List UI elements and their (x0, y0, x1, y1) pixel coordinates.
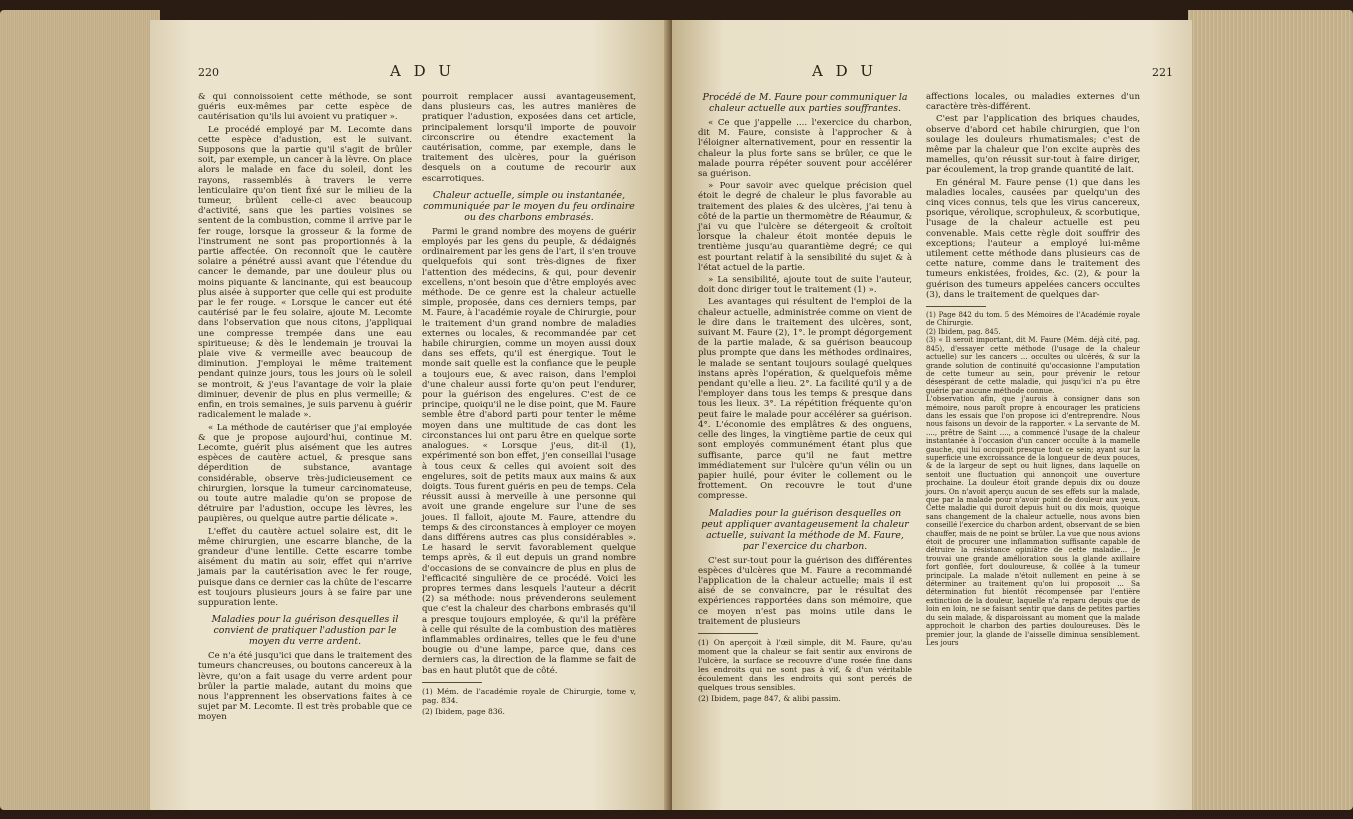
paragraph: Les avantages qui résultent de l'emploi de la chaleur actuelle, administrée comme on vient de le dire dans le traitement des ulcères, sont, suivant M. Faure (2), 1°. le prompt dégorgement de la partie malade, & sa guérison beaucoup plus prompte que dans les méthodes ordinaires, le malade se sentant toujours soulagé quelques instans après l'opération, & quelquefois même pendant qu'elle a lieu. 2°. La facilité qu'il y a de l'employer dans tous les temps & presque dans tous les lieux. 3°. La répétition fréquente qu'on peut faire le malade pour accélérer sa guérison. 4°. L'économie des emplâtres & des onguens, celle des linges, la vingtième partie de ceux qui sont employés communément étant plus que suffisante, parce qu'il ne faut mettre immédiatement sur l'ulcère qu'un vélin ou un papier huilé, pour éviter le collement ou le frottement. On recouvre le tout d'une compresse. (698, 297, 912, 502)
right-page-column-1 (698, 92, 912, 705)
paragraph: En général M. Faure pense (1) que dans les maladies locales, causées par quelqu'un des cinq vices connus, tels que les virus cancereux, psorique, vérolique, scrophuleux, & scorbutique, l'usage de la chaleur actuelle est peu convenable. Mais cette règle doit souffrir des exceptions; l'auteur a employé lui-même utilement cette méthode dans plusieurs cas de cette nature, comme dans le traitement des tumeurs enkistées, froides, &c. (2), & pour la guérison des tumeurs appelées cancers occultes (3), dans le traitement de quelques dar- (926, 177, 1140, 300)
section-heading: Chaleur actuelle, simple ou instantanée, communiquée par le moyen du feu ordinaire ou des charbons embrasés. (423, 189, 635, 223)
paragraph: C'est par l'application des briques chaudes, observe d'abord cet habile chirurgien, que l'on soulage les douleurs rhumatismales; c'est de même par la chaleur que l'on excite auprès des mamelles, qu'on réussit sur-tout à faire diriger, par écoulement, la trop grande quantité de lait. (926, 114, 1140, 176)
page-edges-left (0, 10, 160, 810)
running-head-right: A D U (812, 62, 878, 80)
paragraph: L'effet du cautère actuel solaire est, dit le même chirurgien, une escarre blanche, de la grandeur d'une lentille. Cette escarre tombe aisément du matin au soir, effet qui n'arrive jamais par la cautérisation avec le fer rouge, puisque dans ce dernier cas la chûte de l'escarre est toujours plusieurs jours à se faire par une suppuration lente. (198, 526, 412, 608)
footnote: (2) Ibidem, page 836. (422, 706, 505, 716)
paragraph: affections locales, ou maladies externes d'un caractère très-différent. (926, 92, 1140, 113)
right-page (672, 20, 1192, 810)
paragraph: « La méthode de cautériser que j'ai employée & que je propose aujourd'hui, continue M. Lecomte, guérit plus aisément que les autres espèces de cautère actuel, & presque sans déperdition de substance, avantage considérable, observe très-judicieusement ce chirurgien, lorsque la tumeur carcinomateuse, ou toute autre maladie qu'on se propose de détruire par l'adustion, occupe les lèvres, les paupières, ou quelque autre partie délicate ». (198, 422, 412, 525)
paragraph: Parmi le grand nombre des moyens de guérir employés par les gens du peuple, & dédaignés ordinairement par les gens de l'art, il s'en trouve quelquefois qui sont très-dignes de fixer l'attention des médecins, & qui, pour devenir excellens, n'ont besoin que d'être employés avec méthode. De ce genre est la chaleur actuelle simple, proposée, dans ces derniers temps, par M. Faure, à l'académie royale de Chirurgie, pour le traitement d'un grand nombre de maladies externes ou locales, & recommandée par cet habile chirurgien, comme un moyen aussi doux dans ses effets, qu'il est énergique. Tout le monde sait quelle est la confiance que le peuple a toujours eue, & avec raison, dans l'emploi d'une chaleur aussi forte qu'on peut l'endurer, pour la guérison des engelures. C'est de ce principe, quoiqu'il ne le dise point, que M. Faure semble être d'abord parti pour tenter le même moyen dans une multitude de cas dont les circonstances lui ont paru être en quelque sorte analogues. « Lorsque j'eus, dit-il (1), expérimenté son bon effet, j'en conseillai l'usage à tous ceux & celles qui avoient soit des engelures, soit de petits maux aux mains & aux doigts. Tous furent guéris en peu de temps. Cela réussit aussi à merveille à une personne qui avoit une grande engelure sur l'une de ses joues. Il falloit, ajoute M. Faure, attendre du temps & des circonstances à employer ce moyen dans différens autres cas plus considérables ». Le hasard le servit favorablement quelque temps après, & il eut depuis un grand nombre d'occasions de se convaincre de plus en plus de l'efficacité singulière de ce procédé. Voici les propres termes dans lesquels l'auteur a décrit (2) sa méthode: nous prévenderons seulement que c'est la chaleur des charbons embrasés qu'il a presque toujours employée, & qu'il la préfère à celle qui résulte de la combustion des matières inflammables ordinaires, telles que le feu d'une bougie ou d'une lampe, parce que, dans ces derniers cas, la direction de la flamme se fait de bas en haut plutôt que de côté. (422, 226, 636, 676)
page-number-right: 221 (1152, 66, 1173, 79)
footnote: (2) Ibidem, pag. 845. (926, 327, 1001, 336)
left-page-column-1 (198, 92, 412, 725)
paragraph: » La sensibilité, ajoute tout de suite l'auteur, doit donc diriger tout le traitement (1) ». (698, 275, 912, 296)
paragraph: » Pour savoir avec quelque précision quel étoit le degré de chaleur le plus favorable au traitement des plaies & des ulcères, j'ai tenu à côté de la partie un thermomètre de Réaumur, & j'ai vu que l'ulcère se détergeoit & croîtoit lorsque la chaleur étoit montée depuis le trentième jusqu'au quarantième degré; ce qui est pourtant relatif à la sensibilité du sujet & à l'état actuel de la partie. (698, 181, 912, 273)
running-head-left: A D U (390, 62, 456, 80)
footnote: (1) Page 842 du tom. 5 des Mémoires de l'Académie royale de Chirurgie. (926, 311, 1140, 328)
footnote-rule (422, 682, 482, 683)
paragraph: pourroit remplacer aussi avantageusement, dans plusieurs cas, les autres manières de pratiquer l'adustion, exposées dans cet article, principalement lorsqu'il importe de pouvoir circonscrire ou étendre exactement la cautérisation, comme, par exemple, dans le traitement des ulcères, pour la guérison desquels on a coutume de recourir aux escarrotiques. (422, 92, 636, 184)
footnote: (1) Mém. de l'académie royale de Chirurgie, tome v, pag. 834. (422, 686, 636, 705)
right-page-column-2 (926, 92, 1140, 647)
page-edges-right (1188, 10, 1353, 810)
left-page (150, 20, 670, 810)
section-heading: Procédé de M. Faure pour communiquer la chaleur actuelle aux parties souffrantes. (702, 92, 908, 114)
footnote-rule (926, 306, 986, 307)
footnote: (1) On aperçoit à l'œil simple, dit M. Faure, qu'au moment que la chaleur se fait sentir aux environs de l'ulcère, la surface se recouvre d'une rosée fine dans les endroits qui ne sont pas à vif, & d'un véritable écoulement dans les endroits qui sont percés de quelques trous sensibles. (698, 637, 912, 692)
page-number-left: 220 (198, 66, 219, 79)
left-page-column-2 (422, 92, 636, 718)
footnote: (2) Ibidem, page 847, & alibi passim. (698, 693, 841, 703)
footnote: L'observation afin, que j'aurois à consigner dans son mémoire, nous paroît propre à encourager les praticiens dans les essais que l'on propose ici d'entreprendre. Nous nous faisons un devoir de la rapporter. « La servante de M. ...., prêtre de Saint ...., a commencé l'usage de la chaleur instantanée à l'occasion d'un cancer occulte à la mamelle gauche, qui lui occupoit presque tout ce sein; ayant sur la superficie une excroissance de la longueur de deux pouces, & de la largeur de sept ou huit lignes, dans laquelle on sentoit une fluctuation qui annonçoit une ouverture prochaine. La douleur étoit grande depuis dix ou douze jours. On n'avoit aperçu aucun de ses effets sur la malade, que par la malade pour n'avoir point de douleur aux yeux. Cette maladie qui duroit depuis huit ou dix mois, quoique sans changement de la chaleur actuelle, nous avons bien conseillé l'exercice du charbon ardent, observant de se bien chauffer, mais de ne point se brûler. La vue que nous avions étoit de procurer une inflammation suffisante capable de détruire la résistance opiniâtre de cette maladie... Je trouvai une grande amélioration sous la glande axillaire fort gonflée, fort douloureuse, & collée à la tumeur principale. La malade n'étoit nullement en peine à se déterminer au traitement qu'on lui proposoit ... Sa détermination fut bientôt récompensée par l'entière extinction de la douleur, laquelle n'a reparu depuis que de loin en loin, ne se faisant sentir que dans de petites parties du sein malade, & disparoissant au moment que la malade approchoit le charbon des parties douloureuses. Dès le premier jour, la glande de l'aisselle diminua sensiblement. Les jours (926, 395, 1140, 647)
section-heading: Maladies pour la guérison desquelles on peut appliquer avantageusement la chaleur actuelle, suivant la méthode de M. Faure, par l'exercice du charbon. (701, 507, 909, 552)
paragraph: « Ce que j'appelle .... l'exercice du charbon, dit M. Faure, consiste à l'approcher & à l'éloigner alternativement, pour en ressentir la chaleur la plus forte sans se brûler, ce que le malade pourra répéter souvent pour accélérer sa guérison. (698, 118, 912, 180)
paragraph: & qui connoissoient cette méthode, se sont guéris eux-mêmes par cette espèce de cautérisation qu'ils lui avoient vu pratiquer ». (198, 92, 412, 123)
footnote-rule (698, 633, 758, 634)
paragraph: Le procédé employé par M. Lecomte dans cette espèce d'adustion, est le suivant. Supposons que la partie qu'il s'agit de brûler soit, par exemple, un cancer à la lèvre. On place alors le malade en face du soleil, dont les rayons, rassemblés à travers le verre lenticulaire qu'on tient fixé sur le milieu de la tumeur, brûlent celle-ci avec beaucoup d'activité, sans que les parties voisines se sentent de la combustion, comme il arrive par le fer rouge, lorsque la grosseur & la forme de l'instrument ne sont pas proportionnés à la partie affectée. On reconnoît que le cautère solaire a pénétré aussi avant que l'étendue du cancer le demande, par une douleur plus ou moins piquante & lancinante, qui est beaucoup plus aisée à supporter que celle qui est produite par le fer rouge. « Lorsque le cancer eut été cautérisé par le feu solaire, ajoute M. Lecomte dans l'observation que nous citons, j'appliquai une compresse trempée dans une eau spiritueuse; & dès le lendemain je trouvai la plaie vive & vermeille avec beaucoup de diminution. J'employai le même traitement pendant quinze jours, tous les jours où le soleil se montroit, & j'eus l'avantage de voir la plaie diminuer, devenir de plus en plus vermeille; & enfin, en trois semaines, je suis parvenu à guérir radicalement le malade ». (198, 124, 412, 421)
paragraph: C'est sur-tout pour la guérison des différentes espèces d'ulcères que M. Faure a recommandé l'application de la chaleur actuelle; mais il est aisé de se convaincre, par le résultat des expériences rapportées dans son mémoire, que ce moyen n'est pas moins utile dans le traitement de plusieurs (698, 555, 912, 627)
paragraph: Ce n'a été jusqu'ici que dans le traitement des tumeurs chancreuses, ou boutons cancereux à la lèvre, qu'on a fait usage du verre ardent pour brûler la partie malade, autant du moins que nous l'apprennent les observations faites à ce sujet par M. Lecomte. Il est très probable que ce moyen (198, 651, 412, 723)
footnote: (3) « Il seroit important, dit M. Faure (Mém. déjà cité, pag. 845), d'essayer cette méthode (l'usage de la chaleur actuelle) sur les cancers ... occultes ou ulcérés, & sur la grande solution de continuité qu'occasionne l'amputation de cette tumeur au sein, pour prévenir le retour désespérant de cette maladie, qui jusqu'ici n'a pu être guérie par aucune méthode connue. (926, 336, 1140, 395)
section-heading: Maladies pour la guérison desquelles il convient de pratiquer l'adustion par le moyen du verre ardent. (211, 614, 399, 648)
